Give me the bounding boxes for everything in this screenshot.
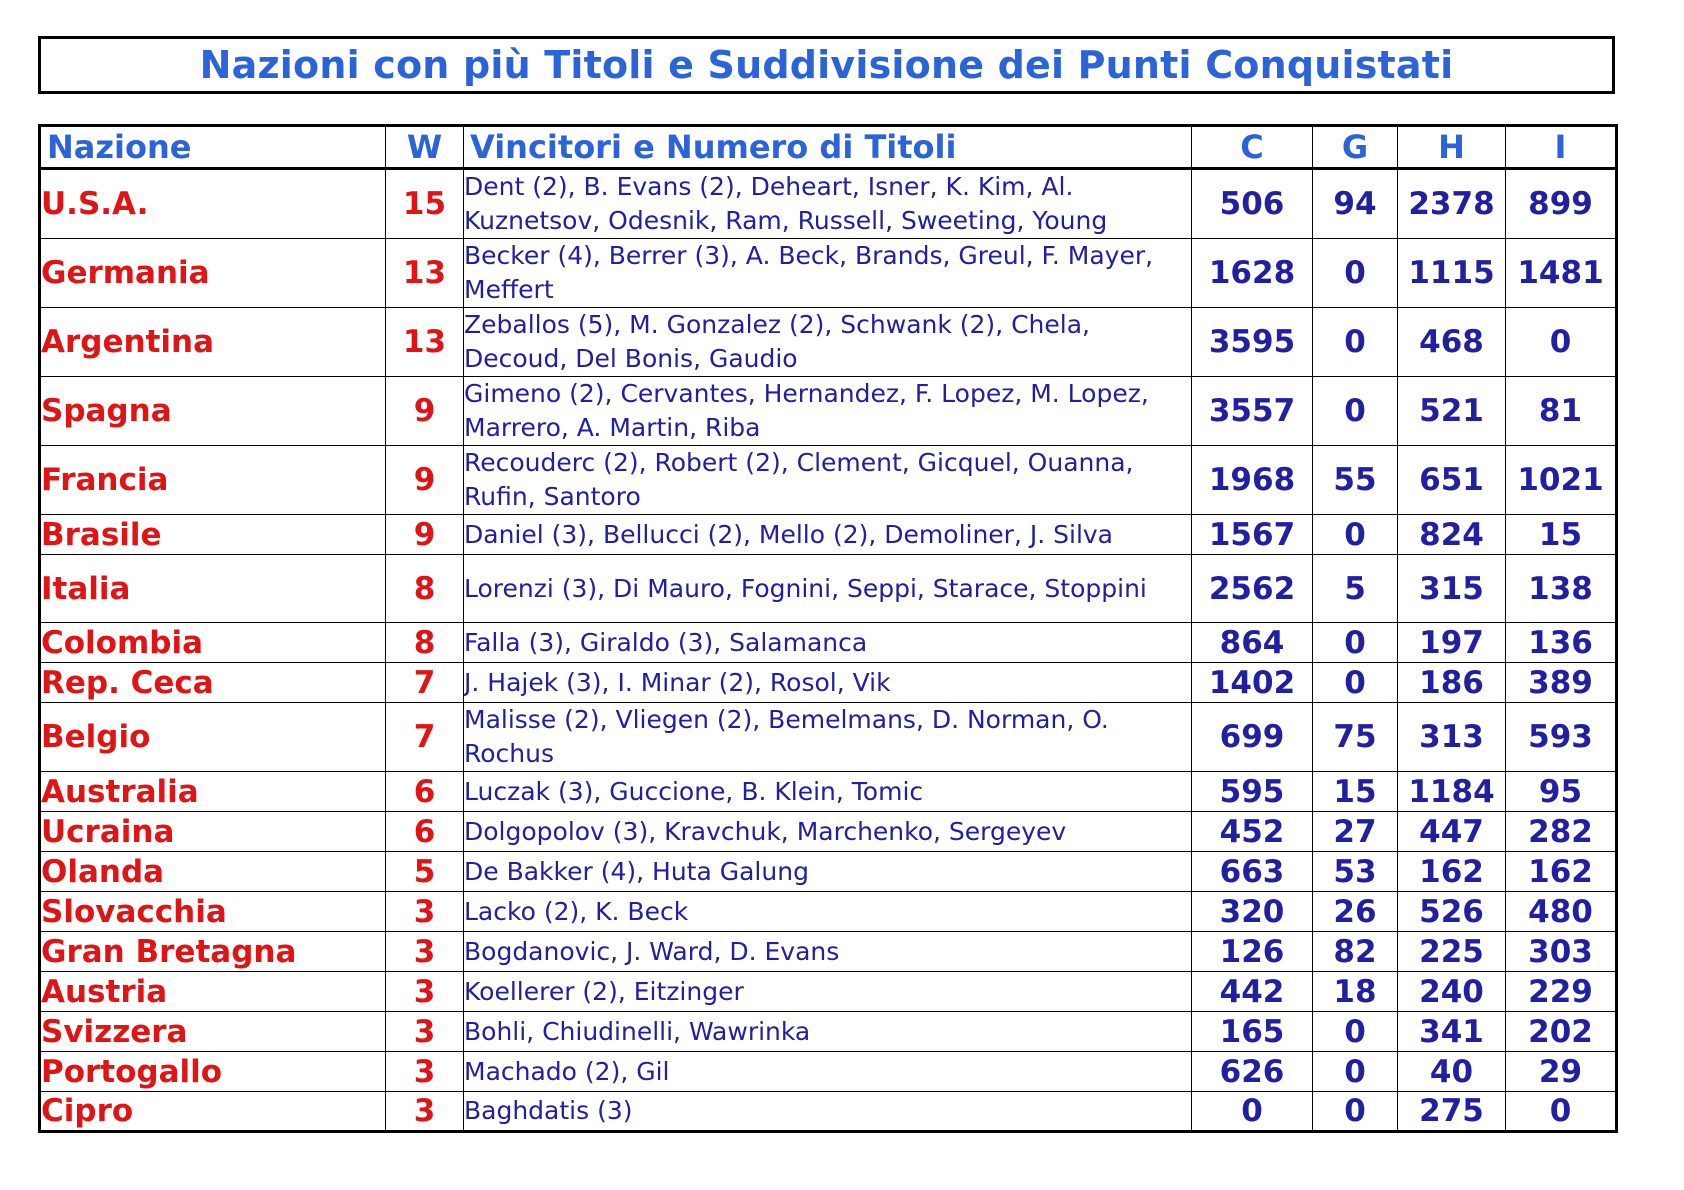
titles-count-cell: 9 <box>386 515 464 555</box>
i-points-cell: 282 <box>1506 812 1617 852</box>
c-points-cell: 165 <box>1192 1012 1313 1052</box>
titles-count-cell: 13 <box>386 308 464 377</box>
nation-cell: Ucraina <box>40 812 386 852</box>
table-row <box>40 663 1617 703</box>
table-row <box>40 703 1617 772</box>
titles-count-cell: 7 <box>386 703 464 772</box>
i-points-cell: 136 <box>1506 623 1617 663</box>
winners-cell: Gimeno (2), Cervantes, Hernandez, F. Lopez, M. Lopez, Marrero, A. Martin, Riba <box>464 377 1192 446</box>
nation-cell: Colombia <box>40 623 386 663</box>
titles-count-cell: 6 <box>386 812 464 852</box>
winners-cell: Becker (4), Berrer (3), A. Beck, Brands, Greul, F. Mayer, Meffert <box>464 239 1192 308</box>
header-g: G <box>1313 126 1398 169</box>
h-points-cell: 313 <box>1398 703 1506 772</box>
header-h: H <box>1398 126 1506 169</box>
table-row <box>40 169 1617 239</box>
table-row <box>40 892 1617 932</box>
i-points-cell: 0 <box>1506 308 1617 377</box>
nation-cell: Gran Bretagna <box>40 932 386 972</box>
i-points-cell: 138 <box>1506 555 1617 623</box>
i-points-cell: 303 <box>1506 932 1617 972</box>
h-points-cell: 468 <box>1398 308 1506 377</box>
g-points-cell: 0 <box>1313 1012 1398 1052</box>
i-points-cell: 389 <box>1506 663 1617 703</box>
winners-cell: Bogdanovic, J. Ward, D. Evans <box>464 932 1192 972</box>
c-points-cell: 663 <box>1192 852 1313 892</box>
winners-cell: Zeballos (5), M. Gonzalez (2), Schwank (2), Chela, Decoud, Del Bonis, Gaudio <box>464 308 1192 377</box>
table-row <box>40 932 1617 972</box>
c-points-cell: 320 <box>1192 892 1313 932</box>
h-points-cell: 240 <box>1398 972 1506 1012</box>
winners-cell: Luczak (3), Guccione, B. Klein, Tomic <box>464 772 1192 812</box>
nation-cell: Portogallo <box>40 1052 386 1092</box>
g-points-cell: 0 <box>1313 239 1398 308</box>
winners-cell: De Bakker (4), Huta Galung <box>464 852 1192 892</box>
header-w: W <box>386 126 464 169</box>
h-points-cell: 186 <box>1398 663 1506 703</box>
h-points-cell: 447 <box>1398 812 1506 852</box>
g-points-cell: 0 <box>1313 663 1398 703</box>
c-points-cell: 1628 <box>1192 239 1313 308</box>
winners-cell: Baghdatis (3) <box>464 1092 1192 1132</box>
i-points-cell: 1021 <box>1506 446 1617 515</box>
table-row <box>40 515 1617 555</box>
winners-cell: J. Hajek (3), I. Minar (2), Rosol, Vik <box>464 663 1192 703</box>
g-points-cell: 0 <box>1313 308 1398 377</box>
h-points-cell: 1184 <box>1398 772 1506 812</box>
c-points-cell: 626 <box>1192 1052 1313 1092</box>
header-c: C <box>1192 126 1313 169</box>
titles-count-cell: 8 <box>386 623 464 663</box>
i-points-cell: 1481 <box>1506 239 1617 308</box>
header-i: I <box>1506 126 1617 169</box>
nation-cell: Slovacchia <box>40 892 386 932</box>
nation-cell: U.S.A. <box>40 169 386 239</box>
titles-count-cell: 7 <box>386 663 464 703</box>
table-body <box>40 169 1617 1132</box>
nation-cell: Rep. Ceca <box>40 663 386 703</box>
titles-count-cell: 6 <box>386 772 464 812</box>
c-points-cell: 442 <box>1192 972 1313 1012</box>
h-points-cell: 521 <box>1398 377 1506 446</box>
h-points-cell: 40 <box>1398 1052 1506 1092</box>
nation-cell: Olanda <box>40 852 386 892</box>
c-points-cell: 1968 <box>1192 446 1313 515</box>
table-row <box>40 852 1617 892</box>
table-row <box>40 1092 1617 1132</box>
titles-count-cell: 9 <box>386 446 464 515</box>
i-points-cell: 15 <box>1506 515 1617 555</box>
header-nation: Nazione <box>40 126 386 169</box>
winners-cell: Bohli, Chiudinelli, Wawrinka <box>464 1012 1192 1052</box>
nations-table <box>38 124 1618 1133</box>
table-row <box>40 446 1617 515</box>
nation-cell: Argentina <box>40 308 386 377</box>
i-points-cell: 29 <box>1506 1052 1617 1092</box>
nation-cell: Francia <box>40 446 386 515</box>
h-points-cell: 651 <box>1398 446 1506 515</box>
c-points-cell: 864 <box>1192 623 1313 663</box>
winners-cell: Machado (2), Gil <box>464 1052 1192 1092</box>
table-row <box>40 1052 1617 1092</box>
h-points-cell: 275 <box>1398 1092 1506 1132</box>
h-points-cell: 526 <box>1398 892 1506 932</box>
titles-count-cell: 13 <box>386 239 464 308</box>
g-points-cell: 94 <box>1313 169 1398 239</box>
nation-cell: Brasile <box>40 515 386 555</box>
i-points-cell: 899 <box>1506 169 1617 239</box>
winners-cell: Lorenzi (3), Di Mauro, Fognini, Seppi, Starace, Stoppini <box>464 555 1192 623</box>
c-points-cell: 595 <box>1192 772 1313 812</box>
g-points-cell: 0 <box>1313 377 1398 446</box>
nation-cell: Svizzera <box>40 1012 386 1052</box>
c-points-cell: 3557 <box>1192 377 1313 446</box>
table-row <box>40 772 1617 812</box>
g-points-cell: 55 <box>1313 446 1398 515</box>
nation-cell: Cipro <box>40 1092 386 1132</box>
i-points-cell: 202 <box>1506 1012 1617 1052</box>
h-points-cell: 824 <box>1398 515 1506 555</box>
g-points-cell: 0 <box>1313 515 1398 555</box>
g-points-cell: 0 <box>1313 1092 1398 1132</box>
table-row <box>40 1012 1617 1052</box>
titles-count-cell: 3 <box>386 972 464 1012</box>
table-row <box>40 812 1617 852</box>
nation-cell: Spagna <box>40 377 386 446</box>
winners-cell: Lacko (2), K. Beck <box>464 892 1192 932</box>
g-points-cell: 18 <box>1313 972 1398 1012</box>
i-points-cell: 480 <box>1506 892 1617 932</box>
table-row <box>40 555 1617 623</box>
nation-cell: Australia <box>40 772 386 812</box>
titles-count-cell: 3 <box>386 1012 464 1052</box>
g-points-cell: 53 <box>1313 852 1398 892</box>
i-points-cell: 95 <box>1506 772 1617 812</box>
table-row <box>40 308 1617 377</box>
c-points-cell: 3595 <box>1192 308 1313 377</box>
table-row <box>40 972 1617 1012</box>
winners-cell: Malisse (2), Vliegen (2), Bemelmans, D. Norman, O. Rochus <box>464 703 1192 772</box>
titles-count-cell: 8 <box>386 555 464 623</box>
h-points-cell: 1115 <box>1398 239 1506 308</box>
page-title: Nazioni con più Titoli e Suddivisione dei Punti Conquistati <box>38 36 1615 94</box>
g-points-cell: 0 <box>1313 1052 1398 1092</box>
titles-count-cell: 3 <box>386 892 464 932</box>
g-points-cell: 0 <box>1313 623 1398 663</box>
c-points-cell: 506 <box>1192 169 1313 239</box>
table-header-row <box>40 126 1617 169</box>
g-points-cell: 27 <box>1313 812 1398 852</box>
table-row <box>40 239 1617 308</box>
c-points-cell: 452 <box>1192 812 1313 852</box>
c-points-cell: 1402 <box>1192 663 1313 703</box>
g-points-cell: 5 <box>1313 555 1398 623</box>
i-points-cell: 81 <box>1506 377 1617 446</box>
i-points-cell: 593 <box>1506 703 1617 772</box>
g-points-cell: 82 <box>1313 932 1398 972</box>
h-points-cell: 315 <box>1398 555 1506 623</box>
i-points-cell: 0 <box>1506 1092 1617 1132</box>
titles-count-cell: 3 <box>386 1092 464 1132</box>
titles-count-cell: 3 <box>386 1052 464 1092</box>
titles-count-cell: 5 <box>386 852 464 892</box>
c-points-cell: 699 <box>1192 703 1313 772</box>
winners-cell: Dent (2), B. Evans (2), Deheart, Isner, K. Kim, Al. Kuznetsov, Odesnik, Ram, Russell, Sweeting, Young <box>464 169 1192 239</box>
h-points-cell: 225 <box>1398 932 1506 972</box>
c-points-cell: 2562 <box>1192 555 1313 623</box>
h-points-cell: 197 <box>1398 623 1506 663</box>
nation-cell: Germania <box>40 239 386 308</box>
g-points-cell: 26 <box>1313 892 1398 932</box>
i-points-cell: 229 <box>1506 972 1617 1012</box>
g-points-cell: 75 <box>1313 703 1398 772</box>
winners-cell: Dolgopolov (3), Kravchuk, Marchenko, Sergeyev <box>464 812 1192 852</box>
c-points-cell: 126 <box>1192 932 1313 972</box>
winners-cell: Recouderc (2), Robert (2), Clement, Gicquel, Ouanna, Rufin, Santoro <box>464 446 1192 515</box>
nation-cell: Italia <box>40 555 386 623</box>
winners-cell: Daniel (3), Bellucci (2), Mello (2), Demoliner, J. Silva <box>464 515 1192 555</box>
winners-cell: Falla (3), Giraldo (3), Salamanca <box>464 623 1192 663</box>
titles-count-cell: 9 <box>386 377 464 446</box>
winners-cell: Koellerer (2), Eitzinger <box>464 972 1192 1012</box>
titles-count-cell: 3 <box>386 932 464 972</box>
c-points-cell: 1567 <box>1192 515 1313 555</box>
c-points-cell: 0 <box>1192 1092 1313 1132</box>
nation-cell: Belgio <box>40 703 386 772</box>
h-points-cell: 341 <box>1398 1012 1506 1052</box>
table-row <box>40 623 1617 663</box>
h-points-cell: 2378 <box>1398 169 1506 239</box>
h-points-cell: 162 <box>1398 852 1506 892</box>
g-points-cell: 15 <box>1313 772 1398 812</box>
titles-count-cell: 15 <box>386 169 464 239</box>
i-points-cell: 162 <box>1506 852 1617 892</box>
nation-cell: Austria <box>40 972 386 1012</box>
header-winners: Vincitori e Numero di Titoli <box>464 126 1192 169</box>
table-row <box>40 377 1617 446</box>
